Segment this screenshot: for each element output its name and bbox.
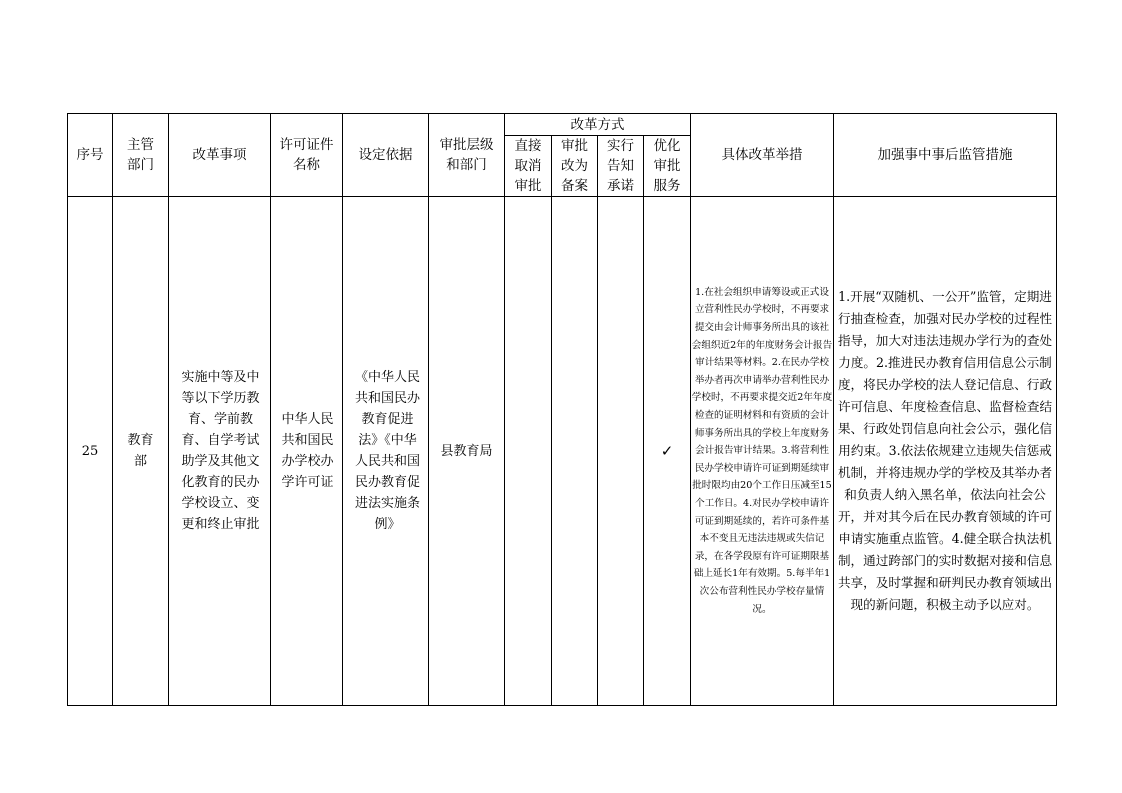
row-dept: 教育 部 (113, 197, 169, 706)
header-license: 许可证件 名称 (271, 114, 343, 197)
header-method-commitment: 实行 告知 承诺 (598, 136, 644, 197)
header-dept: 主管 部门 (113, 114, 169, 197)
row-measures: 1.在社会组织申请筹设或正式设立营利性民办学校时，不再要求提交由会计师事务所出具的该社会组织近2年的年度财务会计报告审计结果等材料。2.在民办学校举办者再次申请举办营利性民办学校时，不再要求提交近2年年度检查的证明材料和有资质的会计师事务所出具的学校上年度财务会计报告审计结果。3.将营利性民办学校申请许可证到期延续审批时限均由20个工作日压减至15个工作日。4.对民办学校申请许可证到期延续的，若许可条件基本不变且无违法违规或失信记录，在各学段原有许可证期限基础上延长1年有效期。5.每半年1次公布营利性民办学校存量情况。 (691, 197, 834, 706)
header-method-filing: 审批 改为 备案 (552, 136, 598, 197)
header-supervision: 加强事中事后监管措施 (834, 114, 1057, 197)
row-license: 中华人民共和国民办学校办学许可证 (271, 197, 343, 706)
row-level: 县教育局 (429, 197, 505, 706)
row-seq: 25 (68, 197, 113, 706)
row-method-cancel (505, 197, 552, 706)
checkmark-icon: ✓ (644, 197, 691, 706)
header-measures: 具体改革举措 (691, 114, 834, 197)
row-method-filing (552, 197, 598, 706)
header-level: 审批层级 和部门 (429, 114, 505, 197)
row-item: 实施中等及中等以下学历教育、学前教育、自学考试助学及其他文化教育的民办学校设立、变更和终止审批 (169, 197, 271, 706)
header-seq: 序号 (68, 114, 113, 197)
header-item: 改革事项 (169, 114, 271, 197)
reform-table (67, 113, 1057, 706)
table-row (68, 197, 1057, 706)
header-basis: 设定依据 (343, 114, 429, 197)
header-method-optimize: 优化 审批 服务 (644, 136, 691, 197)
row-supervision: 1.开展“双随机、一公开”监管，定期进行抽查检查，加强对民办学校的过程性指导，加大对违法违规办学行为的查处力度。2.推进民办教育信用信息公示制度，将民办学校的法人登记信息、行政许可信息、年度检查信息、监督检查结果、行政处罚信息向社会公示，强化信用约束。3.依法依规建立违规失信惩戒机制，并将违规办学的学校及其举办者和负责人纳入黑名单，依法向社会公开，并对其今后在民办教育领域的许可申请实施重点监管。4.健全联合执法机制，通过跨部门的实时数据对接和信息共享，及时掌握和研判民办教育领域出现的新问题，积极主动予以应对。 (834, 197, 1057, 706)
header-method-group: 改革方式 (505, 114, 691, 136)
header-method-cancel: 直接 取消 审批 (505, 136, 552, 197)
row-basis: 《中华人民共和国民办教育促进法》《中华人民共和国民办教育促进法实施条例》 (343, 197, 429, 706)
row-method-commitment (598, 197, 644, 706)
